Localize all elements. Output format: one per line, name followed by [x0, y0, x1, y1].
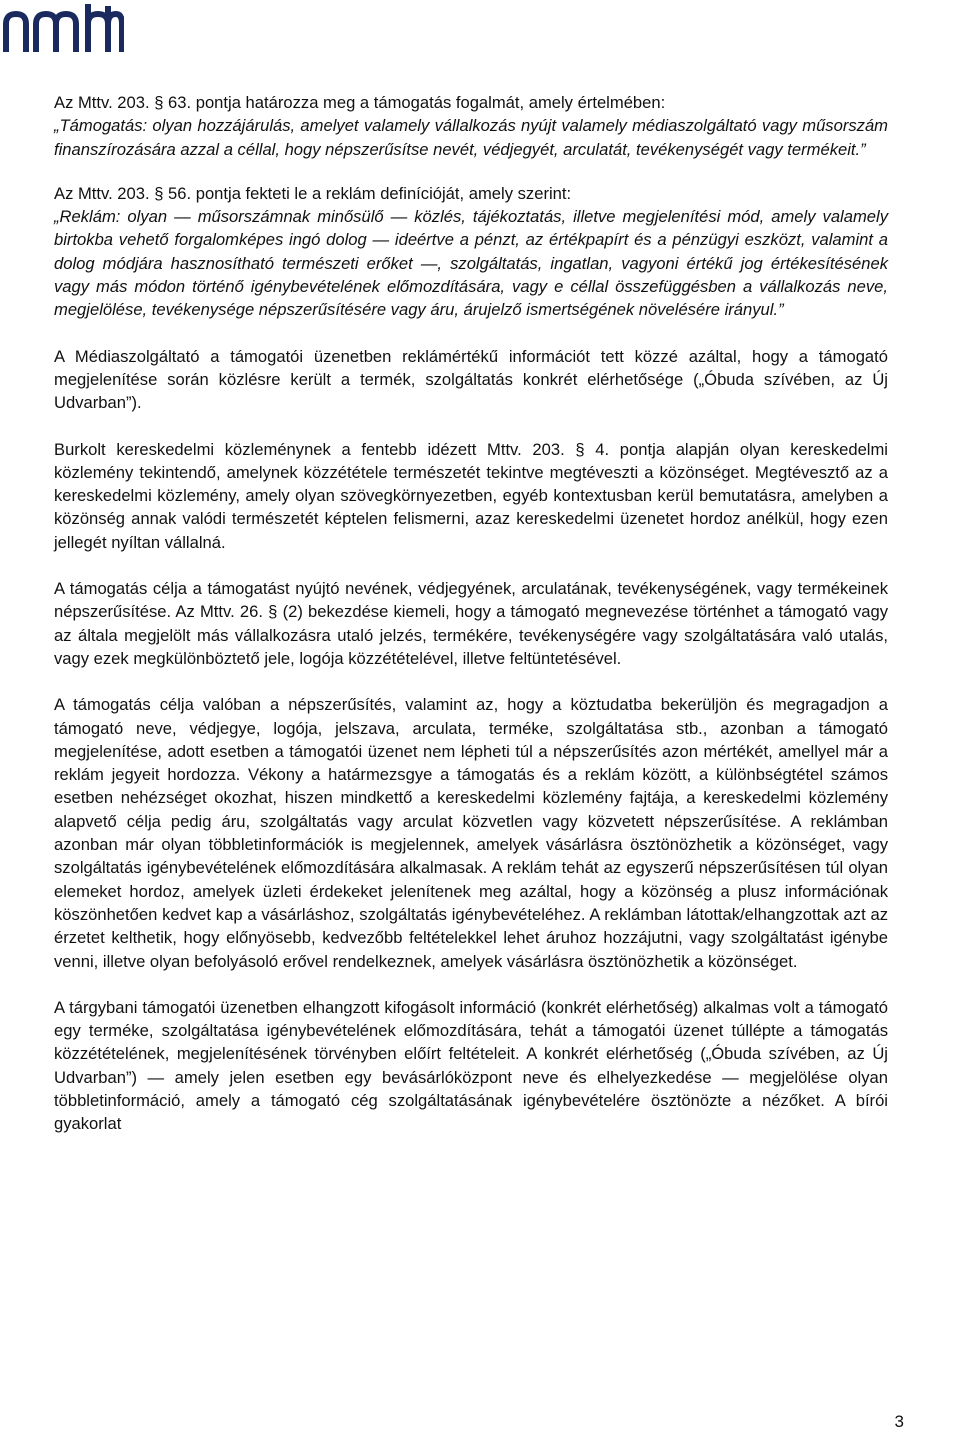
paragraph: A támogatás célja valóban a népszerűsítés, valamint az, hogy a köztudatba bekerüljön és megragadjon a támogató neve, védjegye, logója, jelszava, arculata, terméke, szolgáltatása stb., azonban a támogató megjelenítése, adott esetben a támogatói üzenet nem lépheti túl a népszerűsítés azon mértékét, amellyel már a reklám jegyeit hordozza. Vékony a határmezsgye a támogatás és a reklám között, a különbségtétel számos esetben nehézséget okozhat, hiszen mindkettő a kereskedelmi közlemény fajtája, a kereskedelmi közlemény alapvető célja pedig áru, szolgáltatás vagy arculat közvetlen vagy közvetett népszerűsítése. A reklámban azonban már olyan többletinformációk is megjelennek, amelyek vásárlásra ösztönözhetik a közönséget, vagy szolgáltatás igénybevételének előmozdítására alkalmasak. A reklám tehát az egyszerű népszerűsítésen túl olyan elemeket hordoz, amelyek üzleti érdekeket jelenítenek meg azáltal, hogy a közönség a plusz információnak köszönhetően kedvet kap a vásárláshoz, szolgáltatás igénybevételéhez. A reklámban látottak/elhangzottak azt az érzetet kelthetik, hogy előnyösebb, kedvezőbb feltételekkel lehet áruhoz hozzájutni, vagy szolgáltatást igénybe venni, illetve olyan befolyásoló erővel rendelkeznek, amelyek vásárlásra ösztönözhetik a közönséget.	[54, 695, 888, 971]
page-number: 3	[894, 1412, 904, 1431]
paragraph: A Médiaszolgáltató a támogatói üzenetben reklámértékű információt tett közzé azáltal, hogy a támogató megjelenítése során közlésre került a termék, szolgáltatás konkrét elérhetősége („Óbuda szívében, az Új Udvarban”).	[54, 346, 888, 413]
section-2-intro: Az Mttv. 203. § 56. pontja fekteti le a reklám definícióját, amely szerint:	[54, 183, 572, 203]
section-1-intro: Az Mttv. 203. § 63. pontja határozza meg a támogatás fogalmát, amely értelmében:	[54, 93, 666, 112]
paragraph: A támogatás célja a támogatást nyújtó nevének, védjegyének, arculatának, tevékenységének, vagy termékeinek népszerűsítése. Az Mttv. 26. § (2) bekezdése kiemeli, hogy a támogató megnevezése történhet a támogató vagy az általa megjelölt más vállalkozásra utaló jelzés, termékére, tevékenységére vagy szolgáltatására való utalás, vagy ezek megkülönböztető jele, logója közzétételével, illetve feltüntetésével.	[54, 579, 888, 668]
paragraph: Burkolt kereskedelmi közleménynek a fentebb idézett Mttv. 203. § 4. pontja alapján olyan kereskedelmi közlemény tekintendő, amelynek közzététele természetét tekintve megtéveszti a közönséget. Megtévesztő az a kereskedelmi közlemény, amely olyan szövegkörnyezetben, egyéb kontextusban kerül bemutatásra, amelyben a közönség annak valódi természetét képtelen felismerni, azaz kereskedelmi üzenetet hordoz anélkül, hogy ezen jellegét nyíltan vállalná.	[54, 439, 888, 552]
section-2-quote: „Reklám: olyan — műsorszámnak minősülő — közlés, tájékoztatás, illetve megjelenítési mód, amely valamely birtokba vehető forgalomképes ingó dolog — ideértve a pénzt, az értékpapírt és a pénzügyi eszközt, valamint a dolog módjára hasznosítható természeti erőket —, szolgáltatás, ingatlan, vagyoni értékű jog értékesítésének vagy más módon történő igénybevételének előmozdítására, vagy e céllal összefüggésben a vállalkozás neve, megjelölése, tevékenysége népszerűsítésére vagy áru, árujelző ismertségének növelésére irányul.”	[54, 207, 888, 320]
section-1-quote: „Támogatás: olyan hozzájárulás, amelyet valamely vállalkozás nyújt valamely médiaszolgáltató vagy műsorszám finanszírozására azzal a céllal, hogy népszerűsítse nevét, védjegyét, arculatát, tevékenységét vagy termékeit.”	[54, 116, 888, 159]
nmhh-logo	[2, 0, 124, 54]
paragraph: A tárgybani támogatói üzenetben elhangzott kifogásolt információ (konkrét elérhetőség) alkalmas volt a támogató egy terméke, szolgáltatása igénybevételének előmozdítására, tehát a támogatói üzenet túllépte a támogatás közzétételének, megjelenítésének törvényben előírt feltételeit. A konkrét elérhetőség („Óbuda szívében, az Új Udvarban”) — amely jelen esetben egy bevásárlóközpont neve és elhelyezkedése — megjelölése olyan többletinformáció, amely a támogató cég szolgáltatásának igénybevételére ösztönözte a nézőket. A bírói gyakorlat	[54, 997, 888, 1134]
nmhh-logo-icon	[2, 0, 124, 54]
document-body	[54, 91, 888, 1136]
